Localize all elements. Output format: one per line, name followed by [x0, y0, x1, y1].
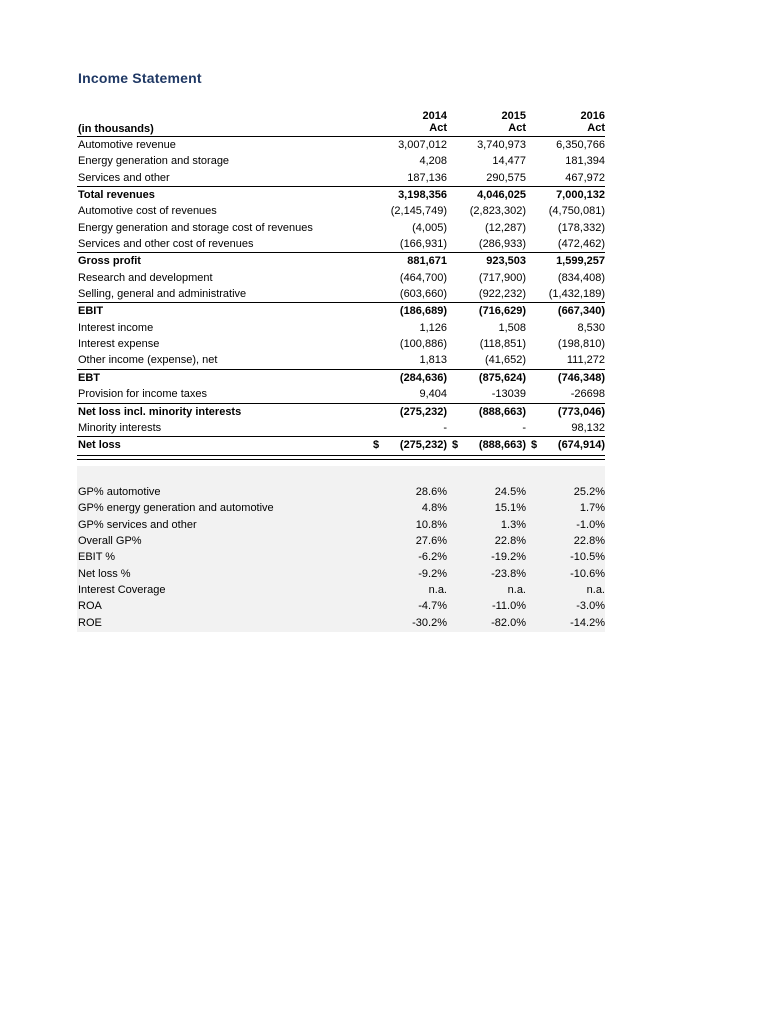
ratio-row — [77, 500, 605, 516]
cell-2014: (284,636) — [399, 371, 447, 384]
ratio-label: GP% services and other — [78, 518, 197, 531]
row-label: Energy generation and storage cost of revenues — [78, 221, 313, 234]
row-label: Net loss incl. minority interests — [78, 405, 242, 418]
cell-2015: 1.3% — [500, 518, 526, 531]
cell-2015: 923,503 — [486, 255, 526, 268]
cell-2015: 3,740,973 — [477, 139, 526, 151]
cell-2014: 881,671 — [407, 255, 447, 268]
row-label: EBT — [78, 371, 100, 384]
cell-2014: (464,700) — [399, 271, 447, 284]
row-label: Interest expense — [78, 338, 160, 351]
table-header — [77, 108, 605, 136]
cell-2014: -6.2% — [418, 551, 447, 564]
cell-2014: 10.8% — [415, 518, 447, 531]
column-type: Act — [587, 122, 605, 134]
cell-2015: (12,287) — [485, 221, 526, 234]
ratio-row — [77, 598, 605, 614]
ratio-row — [77, 533, 605, 549]
cell-2014: (4,005) — [412, 221, 447, 234]
row-label: Automotive cost of revenues — [78, 205, 217, 218]
ratios-table — [77, 484, 605, 631]
cell-2016: (674,914) — [557, 439, 605, 452]
table-row — [77, 220, 605, 236]
cell-2014: -30.2% — [412, 616, 447, 629]
table-row — [77, 236, 605, 252]
cell-2015: (2,823,302) — [469, 205, 526, 218]
table-row-net-loss — [77, 436, 605, 453]
cell-2014: (100,886) — [399, 338, 447, 351]
ratio-label: Interest Coverage — [78, 584, 166, 597]
cell-2016: (834,408) — [557, 271, 605, 284]
column-header-2014 — [377, 110, 447, 134]
table-row — [77, 170, 605, 186]
cell-2014: 1,126 — [419, 321, 447, 334]
cell-2015: (41,652) — [485, 354, 526, 367]
cell-2015: - — [522, 421, 526, 434]
ratio-row — [77, 549, 605, 565]
row-label: Services and other cost of revenues — [78, 238, 254, 251]
cell-2014: (2,145,749) — [390, 205, 447, 218]
table-row — [77, 386, 605, 402]
row-label: Services and other — [78, 171, 170, 184]
cell-2014: (186,689) — [399, 305, 447, 318]
table-row-total — [77, 302, 605, 319]
cell-2014: -9.2% — [418, 567, 447, 580]
cell-2014: (275,232) — [399, 405, 447, 418]
cell-2014: 4,208 — [419, 155, 447, 168]
cell-2015: -82.0% — [491, 616, 526, 629]
cell-2016: (667,340) — [557, 305, 605, 318]
currency-symbol: $ — [452, 439, 459, 452]
cell-2015: 4,046,025 — [477, 189, 526, 202]
cell-2015: (118,851) — [479, 338, 526, 351]
cell-2016: (4,750,081) — [548, 205, 605, 218]
double-underline — [77, 455, 605, 460]
column-type: Act — [508, 122, 526, 134]
ratio-row — [77, 517, 605, 533]
currency-symbol: $ — [531, 439, 538, 452]
row-label: Minority interests — [78, 421, 162, 434]
ratio-label: Overall GP% — [78, 535, 142, 548]
cell-2015: (716,629) — [478, 305, 526, 318]
ratio-label: GP% automotive — [78, 486, 161, 498]
row-label: Net loss — [78, 439, 121, 452]
cell-2016: 7,000,132 — [556, 189, 605, 202]
column-type: Act — [429, 122, 447, 134]
cell-2015: 15.1% — [494, 502, 526, 515]
column-header-2016 — [535, 110, 605, 134]
cell-2016: -1.0% — [576, 518, 605, 531]
cell-2014: 4.8% — [421, 502, 447, 515]
cell-2016: 111,272 — [566, 354, 605, 367]
ratio-label: GP% energy generation and automotive — [78, 502, 274, 515]
cell-2016: (178,332) — [557, 221, 605, 234]
ratio-label: Net loss % — [78, 567, 131, 580]
cell-2016: -3.0% — [576, 600, 605, 613]
table-row — [77, 137, 605, 153]
cell-2015: (717,900) — [478, 271, 526, 284]
ratio-row — [77, 582, 605, 598]
cell-2016: (1,432,189) — [548, 288, 605, 301]
cell-2016: -14.2% — [570, 616, 605, 629]
units-label: (in thousands) — [78, 123, 154, 135]
ratio-label: ROE — [78, 616, 102, 629]
cell-2016: 467,972 — [565, 171, 605, 184]
cell-2016: 22.8% — [573, 535, 605, 548]
column-year: 2015 — [501, 110, 526, 122]
cell-2016: n.a. — [586, 584, 605, 597]
row-label: Research and development — [78, 271, 213, 284]
table-row — [77, 336, 605, 352]
table-row-total — [77, 403, 605, 420]
ratio-label: EBIT % — [78, 551, 116, 564]
cell-2014: (603,660) — [399, 288, 447, 301]
table-row-total — [77, 186, 605, 203]
row-label: Energy generation and storage — [78, 155, 230, 168]
cell-2016: 98,132 — [571, 421, 605, 434]
column-header-2015 — [456, 110, 526, 134]
cell-2014: (275,232) — [399, 439, 447, 452]
cell-2015: 1,508 — [498, 321, 526, 334]
row-label: Interest income — [78, 321, 154, 334]
cell-2014: 28.6% — [415, 486, 447, 498]
cell-2016: (472,462) — [557, 238, 605, 251]
cell-2015: 22.8% — [494, 535, 526, 548]
cell-2014: 1,813 — [419, 354, 447, 367]
cell-2015: -23.8% — [491, 567, 526, 580]
cell-2016: (198,810) — [557, 338, 605, 351]
cell-2016: -10.5% — [570, 551, 605, 564]
column-year: 2016 — [580, 110, 605, 122]
cell-2016: 1,599,257 — [556, 255, 605, 268]
cell-2015: (888,663) — [478, 439, 526, 452]
income-statement-table — [77, 108, 605, 460]
cell-2014: (166,931) — [399, 238, 447, 251]
row-label: EBIT — [78, 305, 104, 318]
cell-2015: 290,575 — [486, 171, 526, 184]
cell-2015: -13039 — [491, 388, 526, 401]
ratio-row — [77, 566, 605, 582]
column-year: 2014 — [422, 110, 447, 122]
row-label: Provision for income taxes — [78, 388, 207, 401]
cell-2015: 24.5% — [494, 486, 526, 498]
row-label: Total revenues — [78, 189, 155, 202]
cell-2016: (746,348) — [557, 371, 605, 384]
table-row — [77, 270, 605, 286]
cell-2016: -10.6% — [570, 567, 605, 580]
table-row — [77, 420, 605, 436]
cell-2015: (875,624) — [478, 371, 526, 384]
cell-2016: 6,350,766 — [556, 139, 605, 151]
cell-2014: 9,404 — [419, 388, 447, 401]
table-row — [77, 203, 605, 219]
cell-2015: n.a. — [507, 584, 526, 597]
cell-2015: (922,232) — [478, 288, 526, 301]
table-row-total — [77, 252, 605, 269]
cell-2016: 1.7% — [579, 502, 605, 515]
row-label: Selling, general and administrative — [78, 288, 247, 301]
cell-2016: -26698 — [570, 388, 605, 401]
cell-2016: 25.2% — [573, 486, 605, 498]
table-row — [77, 153, 605, 169]
table-row — [77, 352, 605, 368]
ratio-row — [77, 615, 605, 631]
cell-2014: -4.7% — [418, 600, 447, 613]
page-title: Income Statement — [78, 70, 202, 86]
cell-2014: 3,007,012 — [398, 139, 447, 151]
table-row — [77, 286, 605, 302]
cell-2016: 8,530 — [577, 321, 605, 334]
cell-2014: 187,136 — [407, 171, 447, 184]
cell-2015: -11.0% — [491, 600, 526, 613]
cell-2014: n.a. — [428, 584, 447, 597]
currency-symbol: $ — [373, 439, 380, 452]
row-label: Gross profit — [78, 255, 141, 268]
ratios-panel — [77, 466, 605, 632]
row-label: Other income (expense), net — [78, 354, 218, 367]
ratio-row — [77, 484, 605, 500]
cell-2014: - — [443, 421, 447, 434]
cell-2014: 27.6% — [415, 535, 447, 548]
ratio-label: ROA — [78, 600, 102, 613]
row-label: Automotive revenue — [78, 139, 176, 151]
cell-2014: 3,198,356 — [398, 189, 447, 202]
cell-2016: (773,046) — [557, 405, 605, 418]
cell-2016: 181,394 — [565, 155, 605, 168]
cell-2015: (286,933) — [478, 238, 526, 251]
cell-2015: 14,477 — [492, 155, 526, 168]
cell-2015: (888,663) — [478, 405, 526, 418]
table-row — [77, 320, 605, 336]
table-row-total — [77, 369, 605, 386]
cell-2015: -19.2% — [491, 551, 526, 564]
